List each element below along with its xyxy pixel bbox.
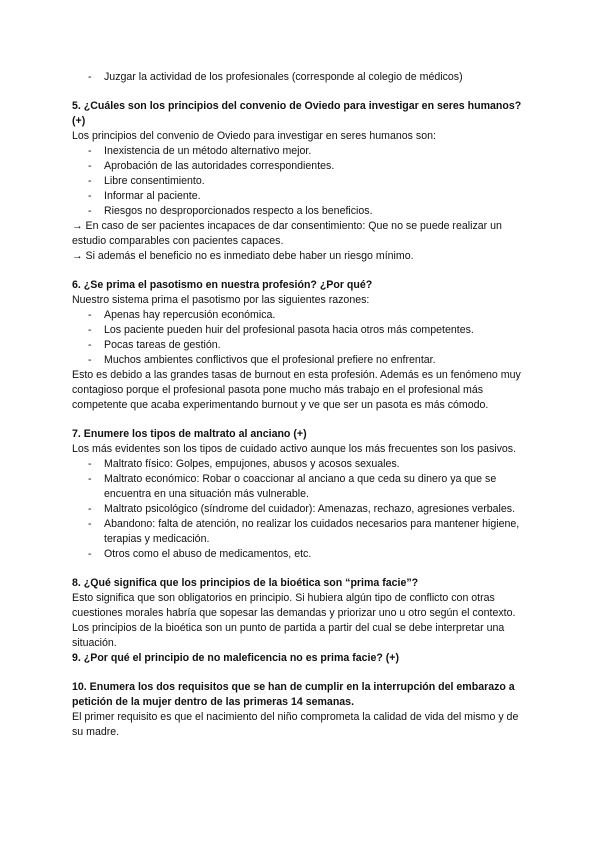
- list-item: - Muchos ambientes conflictivos que el profesional prefiere no enfrentar.: [72, 353, 532, 368]
- list-item: - Juzgar la actividad de los profesionales (corresponde al colegio de médicos): [72, 70, 532, 85]
- question-8-title: 8. ¿Qué significa que los principios de la bioética son “prima facie”?: [72, 577, 419, 589]
- question-7-list: [72, 457, 532, 562]
- list-item: - Inexistencia de un método alternativo mejor.: [72, 144, 532, 159]
- question-5-note-1: → En caso de ser pacientes incapaces de dar consentimiento: Que no se puede realizar un estudio comparables con pacientes capaces.: [72, 220, 502, 247]
- list-item: - Maltrato económico: Robar o coaccionar al anciano a que ceda su dinero ya que se encuentra en una situación más vulnerable.: [72, 472, 532, 502]
- question-5-list: [72, 144, 532, 219]
- list-item: - Otros como el abuso de medicamentos, etc.: [72, 547, 532, 562]
- question-10-paragraph-1: El primer requisito es que el nacimiento del niño comprometa la calidad de vida del mismo y de su madre.: [72, 711, 519, 738]
- question-5-title: 5. ¿Cuáles son los principios del convenio de Oviedo para investigar en seres humanos? (+): [72, 100, 522, 127]
- list-item: - Maltrato psicológico (síndrome del cuidador): Amenazas, rechazo, agresiones verbales.: [72, 502, 532, 517]
- question-6-intro: Nuestro sistema prima el pasotismo por las siguientes razones:: [72, 294, 370, 306]
- list-item: - Abandono: falta de atención, no realizar los cuidados necesarios para mantener higiene, terapias y medicación.: [72, 517, 532, 547]
- question-6-list: [72, 308, 532, 368]
- document-page: [72, 70, 532, 740]
- question-6-title: 6. ¿Se prima el pasotismo en nuestra profesión? ¿Por qué?: [72, 279, 373, 291]
- question-9-title: 9. ¿Por qué el principio de no maleficencia no es prima facie? (+): [72, 652, 400, 664]
- question-7-title: 7. Enumere los tipos de maltrato al anciano (+): [72, 428, 307, 440]
- list-item: - Aprobación de las autoridades correspondientes.: [72, 159, 532, 174]
- list-item: - Riesgos no desproporcionados respecto a los beneficios.: [72, 204, 532, 219]
- list-item: - Libre consentimiento.: [72, 174, 532, 189]
- list-item: - Pocas tareas de gestión.: [72, 338, 532, 353]
- question-8-paragraph-2: Los principios de la bioética son un punto de partida a partir del cual se debe interpretar una situación.: [72, 622, 505, 649]
- question-7-intro: Los más evidentes son los tipos de cuidado activo aunque los más frecuentes son los pasivos.: [72, 443, 517, 455]
- question-6-outro: Esto es debido a las grandes tasas de burnout en esta profesión. Además es un fenómeno muy contagioso porque el profesional pasota pone mucho más trabajo en el profesional más competente que acaba experimentando burnout y ve que ser un pasota es más cómodo.: [72, 369, 521, 411]
- question-10-title: 10. Enumera los dos requisitos que se han de cumplir en la interrupción del embarazo a petición de la mujer dentro de las primeras 14 semanas.: [72, 681, 515, 708]
- question-8-paragraph-1: Esto significa que son obligatorios en principio. Si hubiera algún tipo de conflicto con otras cuestiones morales habría que sopesar las demandas y priorizar uno u otro según el contexto.: [72, 592, 516, 619]
- question-5-note-2: → Si además el beneficio no es inmediato debe haber un riesgo mínimo.: [72, 250, 414, 262]
- list-item: - Apenas hay repercusión económica.: [72, 308, 532, 323]
- top-bullet-list: [72, 70, 532, 85]
- list-item: - Maltrato físico: Golpes, empujones, abusos y acosos sexuales.: [72, 457, 532, 472]
- list-item: - Los paciente pueden huir del profesional pasota hacia otros más competentes.: [72, 323, 532, 338]
- list-item: - Informar al paciente.: [72, 189, 532, 204]
- question-5-intro: Los principios del convenio de Oviedo para investigar en seres humanos son:: [72, 130, 436, 142]
